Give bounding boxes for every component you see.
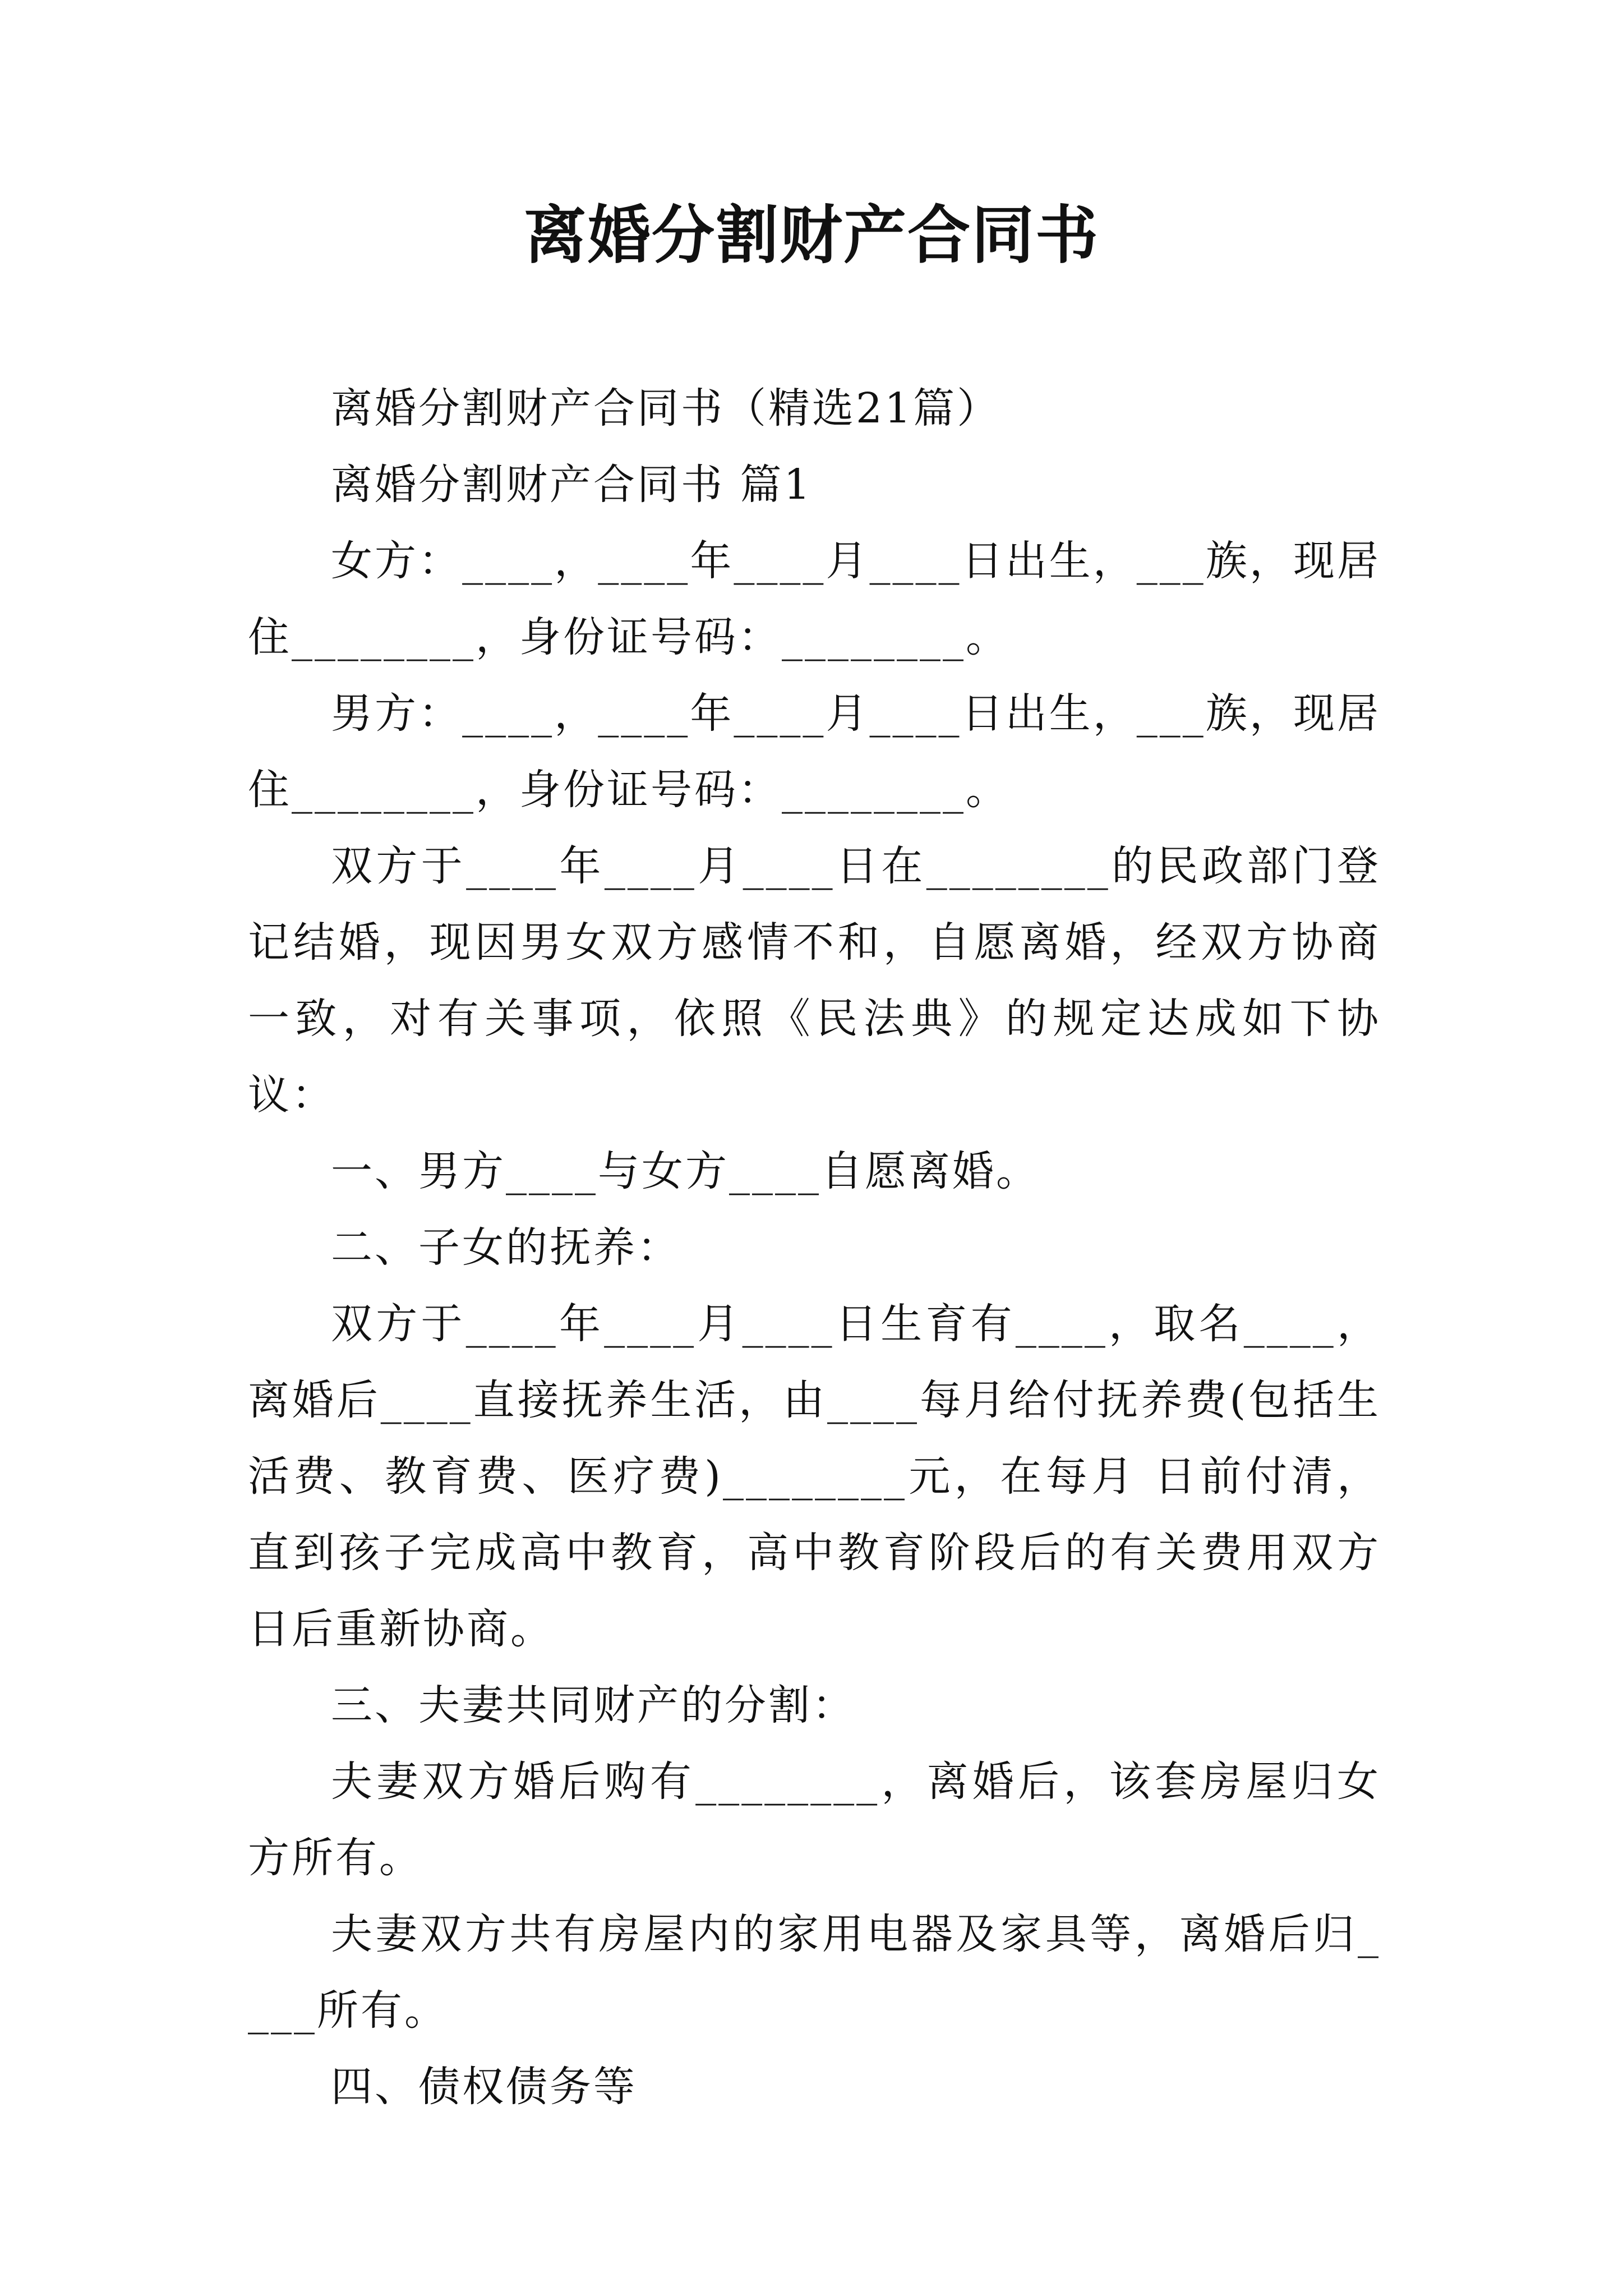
paragraph-appliances-division: 夫妻双方共有房屋内的家用电器及家具等，离婚后归____所有。: [248, 1910, 1381, 2035]
document-body: [248, 370, 1381, 2125]
paragraph-clause-two-heading: 二、子女的抚养：: [331, 1223, 681, 1272]
paragraph-male-party: 男方：____，____年____月____日出生，___族，现居住________，身份证号码：________。: [248, 689, 1381, 814]
paragraph-child-custody: 双方于____年____月____日生育有____，取名____，离婚后____直接抚养生活，由____每月给付抚养费(包括生活费、教育费、医疗费)________元，在每月 日前付清，直到孩子完成高中教育，高中教育阶段后的有关费用双方日后重新协商。: [248, 1300, 1381, 1653]
paragraph-marriage-registration: 双方于____年____月____日在________的民政部门登记结婚，现因男女双方感情不和，自愿离婚，经双方协商一致，对有关事项，依照《民法典》的规定达成如下协议：: [248, 842, 1381, 1119]
document-title: 离婚分割财产合同书: [524, 199, 1099, 272]
paragraph-female-party: 女方：____，____年____月____日出生，___族，现居住________，身份证号码：________。: [248, 537, 1381, 661]
paragraph-clause-three-heading: 三、夫妻共同财产的分割：: [331, 1681, 856, 1729]
paragraph-clause-four-heading: 四、债权债务等: [331, 2063, 637, 2111]
paragraph-clause-one: 一、男方____与女方____自愿离婚。: [331, 1147, 1040, 1195]
paragraph-collection-heading: 离婚分割财产合同书（精选21篇）: [331, 384, 1001, 432]
paragraph-article-heading: 离婚分割财产合同书 篇1: [331, 461, 813, 509]
paragraph-house-division: 夫妻双方婚后购有________，离婚后，该套房屋归女方所有。: [248, 1757, 1381, 1882]
